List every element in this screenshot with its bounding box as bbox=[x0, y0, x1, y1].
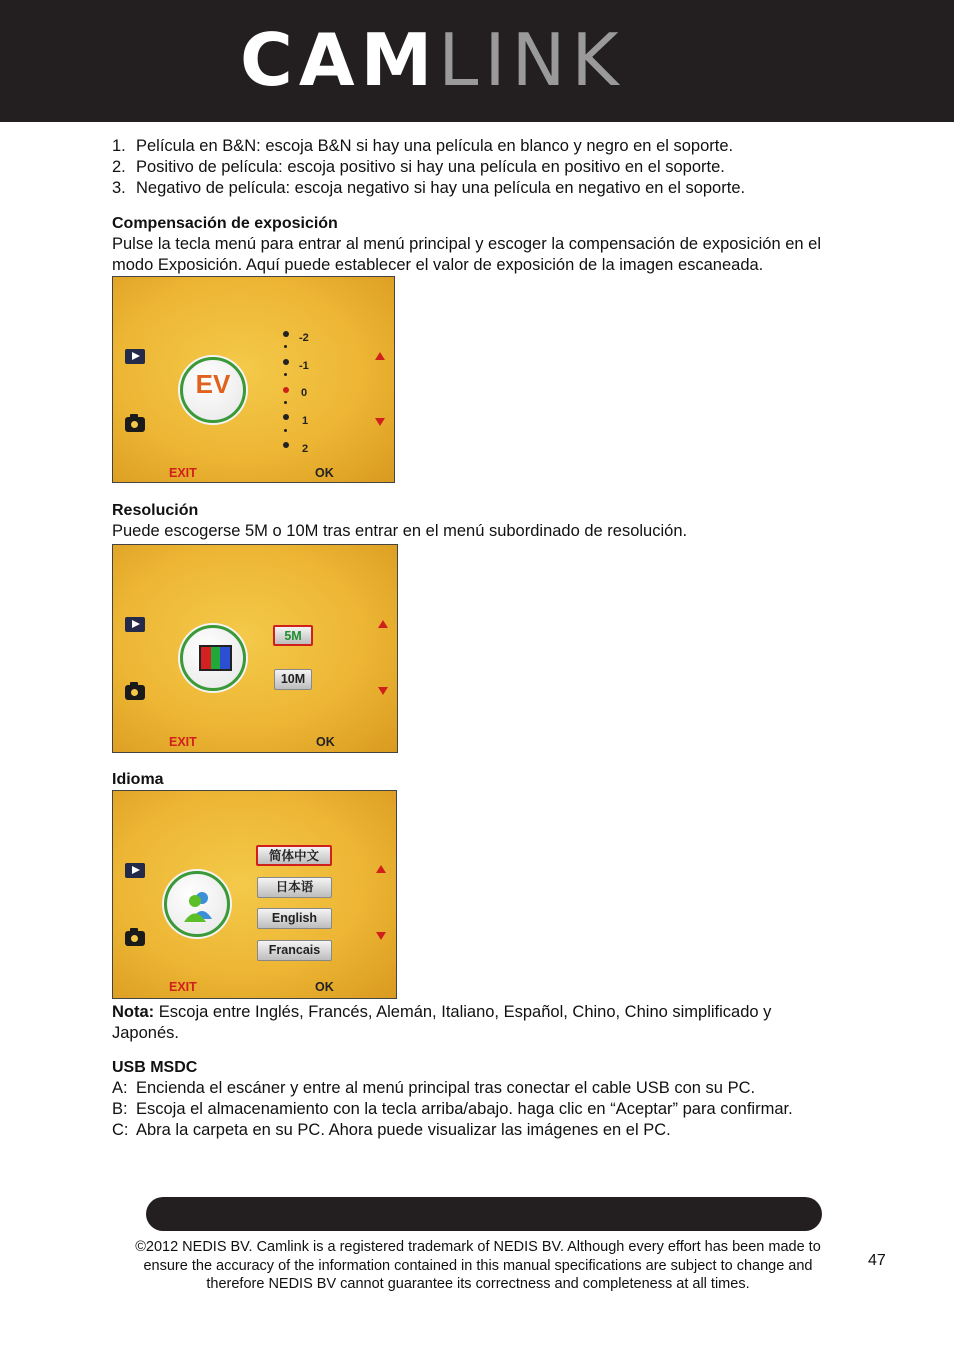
exposure-screen bbox=[112, 276, 395, 483]
ev-value: -2 bbox=[299, 332, 309, 344]
ev-dot-selected bbox=[283, 387, 289, 393]
arrow-up-icon bbox=[376, 865, 386, 873]
users-icon bbox=[182, 889, 216, 923]
exposure-text: Pulse la tecla menú para entrar al menú principal y escoger la compensación de exposición en el modo Exposición. Aquí puede establecer el valor de exposición de la imagen escaneada. bbox=[112, 235, 821, 274]
ev-dot-minor bbox=[284, 345, 287, 348]
arrow-down-icon bbox=[376, 932, 386, 940]
arrow-down-icon bbox=[375, 418, 385, 426]
language-icon bbox=[164, 871, 230, 937]
playback-icon bbox=[125, 349, 145, 364]
page-number: 47 bbox=[868, 1252, 886, 1269]
resolution-option-5m[interactable]: 5M bbox=[273, 625, 313, 646]
exit-label: EXIT bbox=[169, 466, 197, 480]
ev-icon-label: EV bbox=[195, 369, 231, 399]
exit-label: EXIT bbox=[169, 735, 197, 749]
exit-label: EXIT bbox=[169, 980, 197, 994]
usb-heading: USB MSDC bbox=[112, 1059, 198, 1076]
ev-value: 1 bbox=[302, 415, 309, 427]
ok-label: OK bbox=[315, 466, 334, 480]
arrow-down-icon bbox=[378, 687, 388, 695]
resolution-heading: Resolución bbox=[112, 502, 199, 519]
film-type-list bbox=[112, 136, 842, 199]
resolution-screen bbox=[112, 544, 398, 753]
ev-dot-minor bbox=[284, 401, 287, 404]
logo-cam-text: CAM bbox=[240, 18, 439, 102]
ev-value: -1 bbox=[299, 360, 309, 372]
footer-bar bbox=[146, 1197, 822, 1231]
ok-label: OK bbox=[315, 980, 334, 994]
list-text: Positivo de película: escoja positivo si hay una película en positivo en el soporte. bbox=[136, 158, 725, 176]
exposure-heading: Compensación de exposición bbox=[112, 215, 338, 232]
list-number: 2. bbox=[112, 158, 126, 176]
camera-icon bbox=[125, 931, 145, 946]
ev-dot bbox=[283, 442, 289, 448]
page-content bbox=[112, 136, 842, 1141]
ok-label: OK bbox=[316, 735, 335, 749]
list-text: Abra la carpeta en su PC. Ahora puede visualizar las imágenes en el PC. bbox=[136, 1121, 671, 1139]
camera-icon bbox=[125, 417, 145, 432]
footer-copyright: ©2012 NEDIS BV. Camlink is a registered trademark of NEDIS BV. Although every effort has been made to ensure the accuracy of the information contained in this manual specifications are subject to change and therefore NEDIS BV cannot guarantee its correctness and completeness at all times. bbox=[135, 1239, 821, 1292]
color-bars-icon bbox=[199, 645, 232, 671]
language-option-chinese[interactable]: 简体中文 bbox=[256, 845, 332, 866]
ev-dot bbox=[283, 414, 289, 420]
list-number: C: bbox=[112, 1121, 129, 1139]
resolution-icon bbox=[180, 625, 246, 691]
list-text: Película en B&N: escoja B&N si hay una película en blanco y negro en el soporte. bbox=[136, 137, 734, 155]
header-bar bbox=[0, 0, 954, 122]
language-note bbox=[112, 1002, 842, 1044]
logo-link-text: LINK bbox=[438, 18, 625, 102]
language-option-japanese[interactable]: 日本语 bbox=[257, 877, 332, 898]
resolution-option-10m[interactable]: 10M bbox=[274, 669, 312, 690]
list-item bbox=[112, 157, 842, 178]
language-screen bbox=[112, 790, 397, 999]
ev-value: 2 bbox=[302, 443, 309, 455]
list-item bbox=[112, 1078, 842, 1099]
camlink-logo bbox=[240, 18, 625, 102]
list-number: A: bbox=[112, 1079, 128, 1097]
usb-steps-list bbox=[112, 1078, 842, 1141]
list-text: Escoja el almacenamiento con la tecla arriba/abajo. haga clic en “Aceptar” para confirmar. bbox=[136, 1100, 793, 1118]
ev-dot bbox=[283, 331, 289, 337]
list-number: 1. bbox=[112, 137, 126, 155]
arrow-up-icon bbox=[375, 352, 385, 360]
list-number: 3. bbox=[112, 179, 126, 197]
playback-icon bbox=[125, 863, 145, 878]
language-heading: Idioma bbox=[112, 771, 164, 788]
ev-icon bbox=[180, 357, 246, 423]
language-option-english[interactable]: English bbox=[257, 908, 332, 929]
list-text: Negativo de película: escoja negativo si hay una película en negativo en el soporte. bbox=[136, 179, 746, 197]
list-item bbox=[112, 178, 842, 199]
list-item bbox=[112, 1120, 842, 1141]
arrow-up-icon bbox=[378, 620, 388, 628]
ev-value: 0 bbox=[301, 387, 308, 399]
ev-dot bbox=[283, 359, 289, 365]
language-option-francais[interactable]: Francais bbox=[257, 940, 332, 961]
ev-dot-minor bbox=[284, 373, 287, 376]
list-number: B: bbox=[112, 1100, 128, 1118]
resolution-text: Puede escogerse 5M o 10M tras entrar en el menú subordinado de resolución. bbox=[112, 522, 688, 540]
list-item bbox=[112, 1099, 842, 1120]
playback-icon bbox=[125, 617, 145, 632]
camera-icon bbox=[125, 685, 145, 700]
list-text: Encienda el escáner y entre al menú principal tras conectar el cable USB con su PC. bbox=[136, 1079, 756, 1097]
list-item bbox=[112, 136, 842, 157]
note-text: Escoja entre Inglés, Francés, Alemán, Italiano, Español, Chino, Chino simplificado y Japonés. bbox=[112, 1003, 772, 1042]
ev-dot-minor bbox=[284, 429, 287, 432]
note-label: Nota: bbox=[112, 1003, 155, 1021]
